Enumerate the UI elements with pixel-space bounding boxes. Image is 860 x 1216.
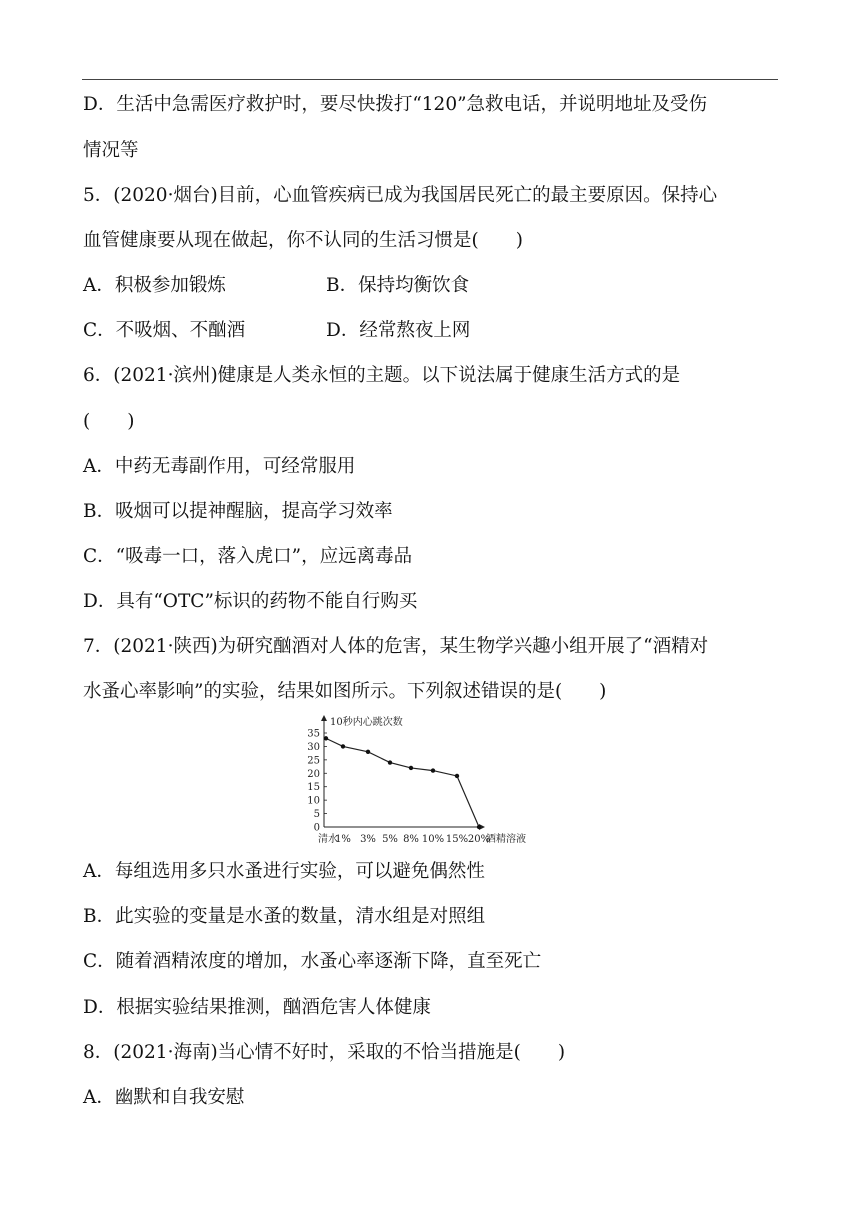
y-tick-label: 15	[307, 782, 320, 794]
q7-stem-line1: 7．(2021·陕西)为研究酗酒对人体的危害，某生物学兴趣小组开展了“酒精对	[83, 636, 709, 657]
q8-option-a: A．幽默和自我安慰	[83, 1087, 245, 1108]
x-tick-label: 5%	[382, 834, 398, 845]
y-tick-label: 30	[307, 741, 320, 753]
q6-option-b: B．吸烟可以提神醒脑，提高学习效率	[83, 501, 393, 522]
q5-option-b: B．保持均衡饮食	[326, 275, 470, 296]
data-point	[366, 750, 370, 754]
q7-option-b: B．此实验的变量是水蚤的数量，清水组是对照组	[83, 906, 486, 927]
heart-rate-chart	[296, 712, 586, 852]
x-tick-label: 15%	[445, 834, 469, 845]
q5-stem-line2: 血管健康要从现在做起，你不认同的生活习惯是( )	[83, 230, 523, 251]
data-point	[324, 736, 328, 740]
data-point	[409, 766, 413, 770]
data-point	[455, 774, 459, 778]
data-point	[431, 768, 435, 772]
data-point	[388, 760, 392, 764]
q7-option-a: A．每组选用多只水蚤进行实验，可以避免偶然性	[83, 861, 485, 882]
data-point	[341, 744, 345, 748]
q7-stem-line2: 水蚤心率影响”的实验，结果如图所示。下列叙述错误的是( )	[83, 681, 607, 702]
q5-option-a: A．积极参加锻炼	[83, 275, 226, 296]
y-tick-label: 25	[307, 755, 320, 767]
y-axis-label: 10秒内心跳次数	[330, 717, 403, 728]
y-tick-label: 5	[313, 809, 320, 821]
series-line	[326, 738, 479, 827]
q5-stem-line1: 5．(2020·烟台)目前，心血管疾病已成为我国居民死亡的最主要原因。保持心	[83, 185, 718, 206]
y-tick-label: 0	[313, 822, 320, 834]
q4-option-d-line2: 情况等	[83, 140, 139, 161]
x-tick-label: 3%	[360, 834, 376, 845]
q6-stem-line2: ( )	[83, 411, 135, 432]
q6-option-a: A．中药无毒副作用，可经常服用	[83, 456, 356, 477]
y-tick-label: 10	[307, 795, 320, 807]
x-tick-label: 8%	[403, 834, 419, 845]
q8-stem-line1: 8．(2021·海南)当心情不好时，采取的不恰当措施是( )	[83, 1042, 566, 1063]
q5-option-d: D．经常熬夜上网	[326, 320, 471, 341]
q4-option-d-line1: D．生活中急需医疗救护时，要尽快拨打“120”急救电话，并说明地址及受伤	[83, 94, 708, 115]
q6-option-d: D．具有“OTC”标识的药物不能自行购买	[83, 591, 418, 612]
x-tick-label: 20%	[467, 834, 491, 845]
x-axis-label: 酒精溶液	[486, 834, 526, 845]
data-point	[477, 825, 481, 829]
y-tick-label: 20	[307, 768, 320, 780]
x-tick-label: 10%	[421, 834, 445, 845]
x-tick-label: 清水	[318, 834, 338, 845]
x-tick-label: 1%	[335, 834, 351, 845]
q7-option-c: C．随着酒精浓度的增加，水蚤心率逐渐下降，直至死亡	[83, 951, 542, 972]
y-tick-label: 35	[307, 728, 320, 740]
q5-option-c: C．不吸烟、不酗酒	[83, 320, 246, 341]
q6-option-c: C．“吸毒一口，落入虎口”，应远离毒品	[83, 546, 413, 567]
header-rule	[82, 79, 778, 80]
q7-option-d: D．根据实验结果推测，酗酒危害人体健康	[83, 997, 431, 1018]
q6-stem-line1: 6．(2021·滨州)健康是人类永恒的主题。以下说法属于健康生活方式的是	[83, 365, 681, 386]
